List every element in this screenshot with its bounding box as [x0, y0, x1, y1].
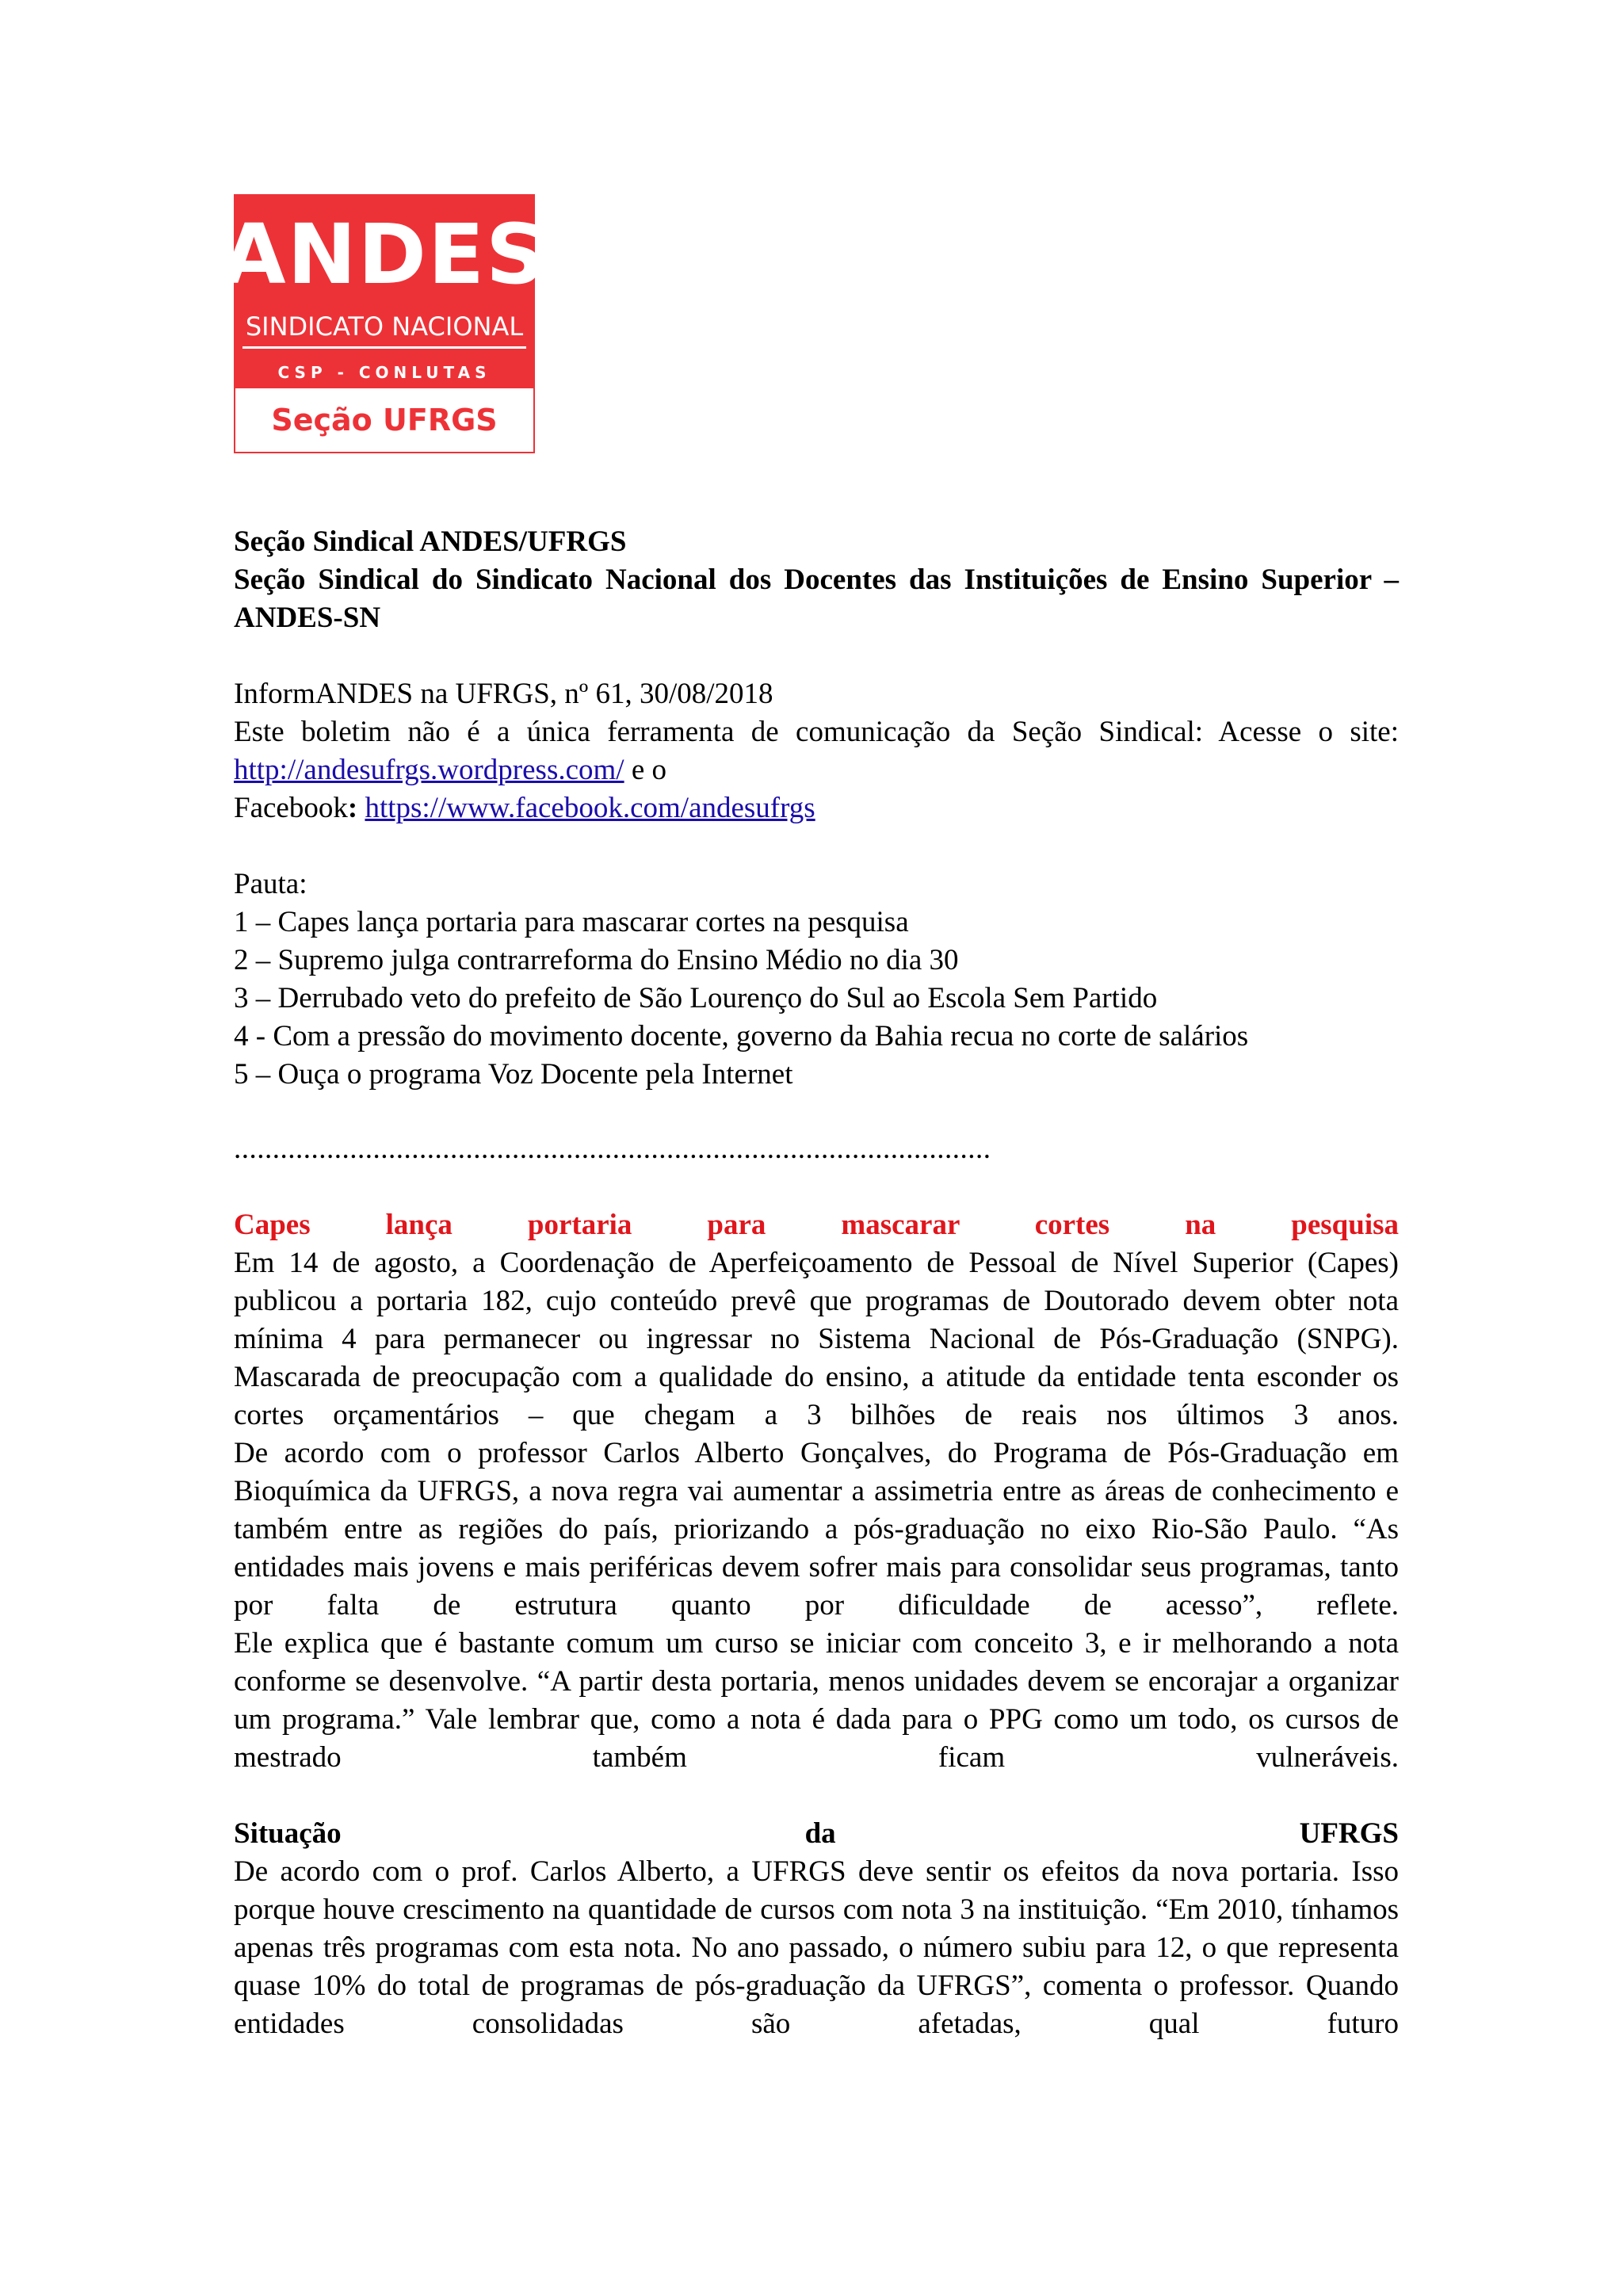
header-line2: Seção Sindical do Sindicato Nacional dos Docentes das Instituições de Ensino Superior – ANDES-SN [234, 563, 1399, 634]
article-subheading: Situação da UFRGS [234, 1817, 1399, 1850]
andes-logo [222, 194, 547, 453]
pauta-item: 1 – Capes lança portaria para mascarar cortes na pesquisa [234, 906, 909, 938]
article-paragraph: De acordo com o professor Carlos Alberto Gonçalves, do Programa de Pós-Graduação em Bioquímica da UFRGS, a nova regra vai aumentar a assimetria entre as áreas de conhecimento e também entre as regiões do país, priorizando a pós-graduação no eixo Rio-São Paulo. “As entidades mais jovens e mais periféricas devem sofrer mais para consolidar seus programas, tanto por falta de estrutura quanto por dificuldade de acesso”, reflete. [234, 1437, 1399, 1622]
facebook-label: Facebook [234, 792, 348, 824]
header-line1: Seção Sindical ANDES/UFRGS [234, 525, 627, 558]
bulletin-intro [234, 713, 1399, 827]
pauta-list [234, 865, 1399, 1094]
pauta-item: 4 - Com a pressão do movimento docente, governo da Bahia recua no corte de salários [234, 1020, 1249, 1052]
logo-title: ANDES [222, 206, 547, 303]
article-paragraph: Ele explica que é bastante comum um curso se iniciar com conceito 3, e ir melhorando a nota conforme se desenvolve. “A partir desta portaria, menos unidades devem se encorajar a organizar um programa.” Vale lembrar que, como a nota é dada para o PPG como um todo, os cursos de mestrado também ficam vulneráveis. [234, 1627, 1399, 1774]
bulletin-issue: InformANDES na UFRGS, nº 61, 30/08/2018 [234, 678, 773, 710]
article [234, 1206, 1399, 2043]
separator: .................................................................................................. [234, 1133, 991, 1165]
facebook-colon: : [347, 792, 358, 824]
article-paragraph: Em 14 de agosto, a Coordenação de Aperfeiçoamento de Pessoal de Nível Superior (Capes) publicou a portaria 182, cujo conteúdo prevê que programas de Doutorado devem obter nota mínima 4 para permanecer ou ingressar no Sistema Nacional de Pós-Graduação (SNPG). Mascarada de preocupação com a qualidade do ensino, a atitude da entidade tenta esconder os cortes orçamentários – que chegam a 3 bilhões de reais nos últimos 3 anos. [234, 1247, 1399, 1431]
spacer [234, 1777, 1399, 1815]
site-link[interactable]: http://andesufrgs.wordpress.com/ [234, 754, 624, 786]
article-title: Capes lança portaria para mascarar cortes na pesquisa [234, 1209, 1399, 1241]
article-paragraph: De acordo com o prof. Carlos Alberto, a UFRGS deve sentir os efeitos da nova portaria. Isso porque houve crescimento na quantidade de cursos com nota 3 na instituição. “Em 2010, tínhamos apenas três programas com esta nota. No ano passado, o número subiu para 12, o que representa quase 10% do total de programas de pós-graduação da UFRGS”, comenta o professor. Quando entidades consolidadas são afetadas, qual futuro [234, 1855, 1399, 2040]
pauta-item: 3 – Derrubado veto do prefeito de São Lourenço do Sul ao Escola Sem Partido [234, 982, 1158, 1014]
pauta-heading: Pauta: [234, 868, 307, 900]
logo-subtitle: SINDICATO NACIONAL [242, 311, 526, 349]
bulletin-intro-text: Este boletim não é a única ferramenta de comunicação da Seção Sindical: Acesse o site: [234, 716, 1399, 748]
facebook-link[interactable]: https://www.facebook.com/andesufrgs [365, 792, 815, 824]
bulletin-intro-end: e o [624, 754, 667, 786]
pauta-item: 5 – Ouça o programa Voz Docente pela Internet [234, 1058, 793, 1091]
logo-section: Seção UFRGS [235, 387, 533, 452]
logo-csp: CSP - CONLUTAS [277, 363, 491, 382]
pauta-item: 2 – Supremo julga contrarreforma do Ensino Médio no dia 30 [234, 944, 959, 976]
